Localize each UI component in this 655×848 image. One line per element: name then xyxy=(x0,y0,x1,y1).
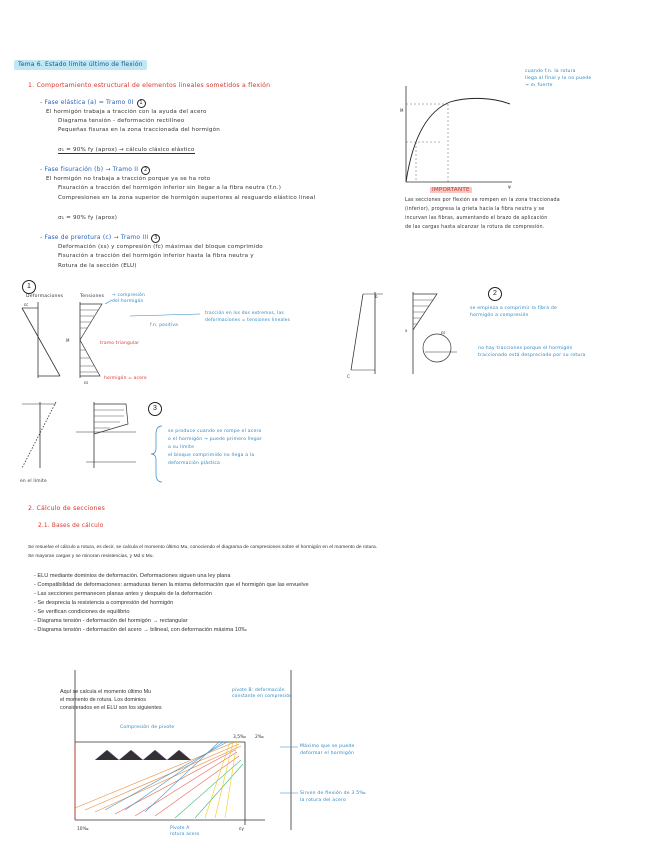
diagram1-arrows xyxy=(100,296,210,326)
domains-bottom-note: Pivote A rotura acero xyxy=(170,826,200,837)
bullet-item: - Diagrama tensión - deformación del hormigón → rectangular xyxy=(34,618,188,624)
diagram2-sym-c: C xyxy=(347,374,350,379)
domains-caption: Aquí se calcula el momento último Mu el momento de rotura. Los dominios considerados en el ELU son los siguientes xyxy=(60,689,162,711)
domains-annot-r1: Máximo que se puede deformar el hormigón xyxy=(300,744,355,756)
section2-bullets xyxy=(34,572,309,635)
domains-top-val: 3,5‰ xyxy=(233,735,246,740)
phase2-line: El hormigón no trabaja a tracción porque ya se ha roto xyxy=(46,176,211,182)
domains-diagram xyxy=(55,660,305,840)
section1-heading: 1. Comportamiento estructural de elementos lineales sometidos a flexión xyxy=(28,82,271,89)
diagram1-annot-bot: hormigón = acero xyxy=(104,376,147,381)
diagram1-sym-s: εs xyxy=(84,380,89,385)
importante-label: IMPORTANTE xyxy=(432,187,470,193)
bullet-item: - ELU mediante dominios de deformación. Deformaciones siguen una ley plana xyxy=(34,573,231,579)
bullet-item: - Se desprecia la resistencia a compresión del hormigón xyxy=(34,600,174,606)
section2-para: Se resuelve el cálculo a rotura, es decir, se calcula el momento último Mu, conociendo el diagrama de compresiones sobre el hormigón en el momento de rotura. xyxy=(28,545,378,550)
section2-heading: 2. Cálculo de secciones xyxy=(28,505,106,512)
diagram2-number: 2 xyxy=(488,287,502,301)
domains-annot-tr: pivote B: deformación constante en compresión xyxy=(232,688,293,699)
diagram2-sym-b: b xyxy=(375,294,378,299)
diagram1-label-def: Deformaciones xyxy=(26,294,64,299)
phase1-number: 1 xyxy=(137,99,146,108)
bullet-item: - Diagrama tensión - deformación del acero → bilineal, con deformación máxima 10‰ xyxy=(34,627,247,633)
diagram3-number: 3 xyxy=(148,402,162,416)
phase2-number: 2 xyxy=(141,166,150,175)
phase3-line: Fisuración a tracción del hormigón inferior hasta la fibra neutra y xyxy=(58,253,254,259)
phase1-line: El hormigón trabaja a tracción con la ayuda del acero xyxy=(46,109,207,115)
diagram1-annot-mid: tramo triangular xyxy=(100,341,140,346)
svg-text:ψ: ψ xyxy=(508,184,511,189)
bullet-item: - Las secciones permanecen planas antes y después de la deformación xyxy=(34,591,212,597)
diagram3-foot: en el límite xyxy=(20,479,47,484)
diagram3-figure xyxy=(16,398,156,478)
bullet-item: - Compatibilidad de deformaciones: armaduras tienen la misma deformación que el hormigón que las envuelve xyxy=(34,582,309,588)
phase1-line: Pequeñas fisuras en la zona traccionada del hormigón xyxy=(58,127,221,133)
diagram3-brace xyxy=(148,424,170,484)
phase3-number: 3 xyxy=(151,234,160,243)
section2-para: Se mayoran cargas y se minoran resistencias, y Md ≤ Mu. xyxy=(28,554,154,559)
diagram2-sym-x: x xyxy=(405,328,408,333)
page-title: Tema 6. Estado límite último de flexión xyxy=(14,60,147,70)
diagram1-annot-pos: f.n. positiva xyxy=(150,323,179,328)
diagram3-annot: se produce cuando se rompe el acero o el hormigón → puede primero llegar a su límite el bloque comprimido no llega a la deformación plástica xyxy=(168,429,263,466)
diagram1-sym-eps: εc xyxy=(24,302,29,307)
diagram1-sym-M: M xyxy=(66,338,70,343)
diagram2-sym-s: εs xyxy=(441,330,446,335)
domains-bottom-a: 10‰ xyxy=(77,827,89,832)
phase3-line: Deformación (εs) y compresión (fc) máximas del bloque comprimido xyxy=(58,244,263,250)
phase1-line: Diagrama tensión - deformación rectilíneo xyxy=(58,118,185,124)
importante-text: Las secciones por flexión se rompen en la zona traccionada (inferior), progresa la grieta hacia la fibra neutra y se incurvan las fibras, aumentando el brazo de aplicación de las cargas hasta alcanzar la rotura de compresión. xyxy=(405,198,560,230)
diagram2-figure xyxy=(345,290,475,380)
domains-top-val2: 2‰ xyxy=(255,735,264,740)
phase1-formula: σ₁ = 90% fy (aprox) → cálculo clásico elástico xyxy=(58,147,195,153)
domains-arrows xyxy=(280,745,302,805)
svg-text:M: M xyxy=(400,108,404,113)
phase3-title: - Fase de prerotura (c) → Tramo III 3 xyxy=(40,234,160,243)
domains-annot-r2: Sirven de flexión de 3.5‰ la rotura del acero xyxy=(300,791,366,803)
diagram2-annot2: no hay tracciones porque el hormigón traccionado está despreciado por su rotura xyxy=(478,346,586,358)
domains-top-label: Compresión de pivote xyxy=(120,725,175,730)
diagram1-annot-right: tracción en los dos extremos, las deformaciones = tensiones lineales xyxy=(205,311,291,323)
phase2-title: - Fase fisuración (b) → Tramo II 2 xyxy=(40,166,150,175)
phase2-line: Compresiones en la zona superior de hormigón superiores al resguardo elástico lineal xyxy=(58,195,316,201)
diagram1-annot-top: → compresión del hormigón xyxy=(112,293,146,304)
phase2-line: Fisuración a tracción del hormigón inferior sin llegar a la fibra neutra (f.n.) xyxy=(58,185,282,191)
graph-note: cuando f.n. la rotura llega al final y lo no puede → σ₁ fuerte xyxy=(525,69,592,88)
phase3-line: Rotura de la sección (ELU) xyxy=(58,263,137,269)
diagram2-annot1: se empieza a comprimir la fibra de hormigón a compresión xyxy=(470,306,558,318)
diagram1-number: 1 xyxy=(22,280,36,294)
section2-sub: 2.1. Bases de cálculo xyxy=(38,523,104,529)
diagram1-label-ten: Tensiones xyxy=(80,294,105,299)
domains-bottom-b: εy xyxy=(239,827,244,832)
moment-curvature-graph xyxy=(400,82,520,187)
bullet-item: - Se verifican condiciones de equilibrio xyxy=(34,609,130,615)
phase2-formula: σ₁ = 90% fy (aprox) xyxy=(58,215,118,221)
phase1-title: - Fase elástica (a) = Tramo 0I 1 xyxy=(40,99,146,108)
